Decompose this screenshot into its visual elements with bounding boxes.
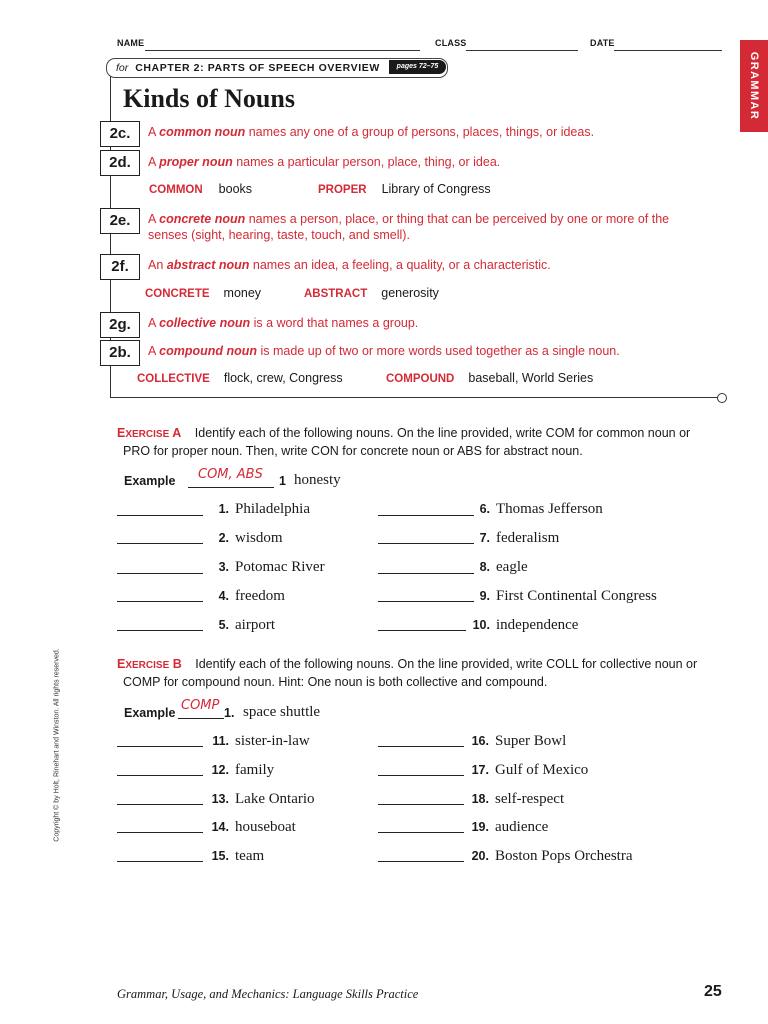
item-1: 1. Philadelphia	[218, 501, 310, 517]
exercise-b-example-answer: COMP	[181, 698, 220, 713]
rule-tag-2g: 2g.	[100, 312, 140, 338]
example-abstract: ABSTRACT generosity	[304, 286, 439, 300]
exercise-b-example-num: 1.	[224, 706, 235, 720]
answer-line-8[interactable]	[378, 573, 474, 574]
exercise-a-example-num: 1	[279, 474, 286, 488]
answer-line-12[interactable]	[117, 775, 203, 776]
answer-line-5[interactable]	[117, 630, 203, 631]
answer-line-20[interactable]	[378, 861, 464, 862]
answer-line-7[interactable]	[378, 543, 474, 544]
answer-line-13[interactable]	[117, 804, 203, 805]
item-11: 11. sister-in-law	[212, 733, 310, 749]
exercise-b-example-word: space shuttle	[243, 704, 321, 720]
term-abstract-noun: abstract noun	[166, 258, 250, 272]
answer-line-1[interactable]	[117, 515, 203, 516]
exercise-a-example-word: honesty	[294, 472, 341, 488]
for-label: for	[116, 62, 129, 74]
rule-tag-2d: 2d.	[100, 150, 140, 176]
exercise-a-example-label: Example	[124, 474, 176, 488]
rule-text-2f: An abstract noun names an idea, a feeling, a quality, or a characteristic.	[148, 258, 551, 272]
class-field[interactable]	[466, 50, 578, 51]
term-proper-noun: proper noun	[159, 155, 233, 169]
item-18: 18. self-respect	[471, 791, 565, 807]
date-label: DATE	[590, 38, 615, 48]
exercise-b-example-line	[178, 718, 224, 719]
rule-tag-2c: 2c.	[100, 121, 140, 147]
rule-text-2c: A common noun names any one of a group of persons, places, things, or ideas.	[148, 125, 595, 139]
item-3: 3. Potomac River	[218, 559, 325, 575]
item-12: 12. family	[211, 762, 275, 778]
item-9: 9. First Continental Congress	[479, 588, 657, 604]
answer-line-19[interactable]	[378, 832, 464, 833]
answer-line-16[interactable]	[378, 746, 464, 747]
term-concrete-noun: concrete noun	[159, 212, 246, 226]
page-title: Kinds of Nouns	[123, 84, 295, 113]
answer-line-4[interactable]	[117, 601, 203, 602]
item-8: 8. eagle	[479, 559, 528, 575]
item-16: 16. Super Bowl	[471, 733, 567, 749]
rule-tag-2f: 2f.	[100, 254, 140, 280]
term-collective-noun: collective noun	[159, 316, 251, 330]
rule-end-circle	[717, 393, 727, 403]
exercise-b-example-label: Example	[124, 706, 176, 720]
grammar-side-tab	[740, 40, 768, 132]
answer-line-3[interactable]	[117, 573, 203, 574]
section-horizontal-rule	[110, 397, 720, 398]
rule-tag-2b: 2b.	[100, 340, 140, 366]
item-6: 6. Thomas Jefferson	[479, 501, 603, 517]
side-tab-label: GRAMMAR	[748, 51, 760, 121]
item-2: 2. wisdom	[218, 530, 283, 546]
example-proper: PROPER Library of Congress	[318, 182, 491, 196]
answer-line-2[interactable]	[117, 543, 203, 544]
answer-line-10[interactable]	[378, 630, 466, 631]
answer-line-18[interactable]	[378, 804, 464, 805]
pages-badge: pages 72–75	[389, 60, 446, 74]
exercise-a-example-answer: COM, ABS	[198, 467, 263, 482]
term-compound-noun: compound noun	[159, 344, 258, 358]
exercise-a-instructions: EXERCISE A Identify each of the following nouns. On the line provided, write COM for common noun or PRO for proper noun. Then, write CON for concrete noun or ABS for abstract noun.	[117, 426, 691, 458]
answer-line-6[interactable]	[378, 515, 474, 516]
example-collective: COLLECTIVE flock, crew, Congress	[137, 371, 343, 385]
item-4: 4. freedom	[218, 588, 285, 604]
footer-title: Grammar, Usage, and Mechanics: Language Skills Practice	[117, 987, 419, 1001]
item-7: 7. federalism	[479, 530, 560, 546]
answer-line-17[interactable]	[378, 775, 464, 776]
example-common-proper: COMMON books	[149, 182, 253, 196]
exercise-a-title: EXERCISE A	[117, 426, 182, 440]
exercise-a-example-line	[188, 487, 274, 488]
exercise-b-instructions: EXERCISE B Identify each of the following nouns. On the line provided, write COLL for collective noun or COMP for compound noun. Hint: One noun is both collective and compound.	[117, 657, 698, 689]
exercise-b-title: EXERCISE B	[117, 657, 182, 671]
item-15: 15. team	[211, 848, 265, 864]
term-common-noun: common noun	[159, 125, 246, 139]
rule-text-2e: A concrete noun names a person, place, or thing that can be perceived by one or more of the senses (sight, hearing, taste, touch, and smell).	[148, 212, 670, 242]
example-compound: COMPOUND baseball, World Series	[386, 371, 594, 385]
answer-line-11[interactable]	[117, 746, 203, 747]
item-14: 14. houseboat	[211, 819, 296, 835]
rule-text-2d: A proper noun names a particular person, place, thing, or idea.	[148, 155, 501, 169]
item-19: 19. audience	[471, 819, 549, 835]
chapter-title: CHAPTER 2: PARTS OF SPEECH OVERVIEW	[135, 62, 380, 74]
answer-line-14[interactable]	[117, 832, 203, 833]
rule-text-2b: A compound noun is made up of two or more words used together as a single noun.	[148, 344, 620, 358]
copyright-notice: Copyright © by Holt, Rinehart and Winston. All rights reserved.	[53, 648, 61, 842]
rule-text-2g: A collective noun is a word that names a group.	[148, 316, 419, 330]
item-17: 17. Gulf of Mexico	[471, 762, 589, 778]
answer-line-9[interactable]	[378, 601, 474, 602]
class-label: CLASS	[435, 38, 467, 48]
item-10: 10. independence	[472, 617, 579, 633]
example-concrete: CONCRETE money	[145, 286, 262, 300]
name-field[interactable]	[145, 50, 420, 51]
name-label: NAME	[117, 38, 145, 48]
page-number: 25	[704, 983, 722, 1000]
rule-tag-2e: 2e.	[100, 208, 140, 234]
item-5: 5. airport	[218, 617, 275, 633]
answer-line-15[interactable]	[117, 861, 203, 862]
item-20: 20. Boston Pops Orchestra	[471, 848, 633, 864]
item-13: 13. Lake Ontario	[211, 791, 315, 807]
date-field[interactable]	[614, 50, 722, 51]
